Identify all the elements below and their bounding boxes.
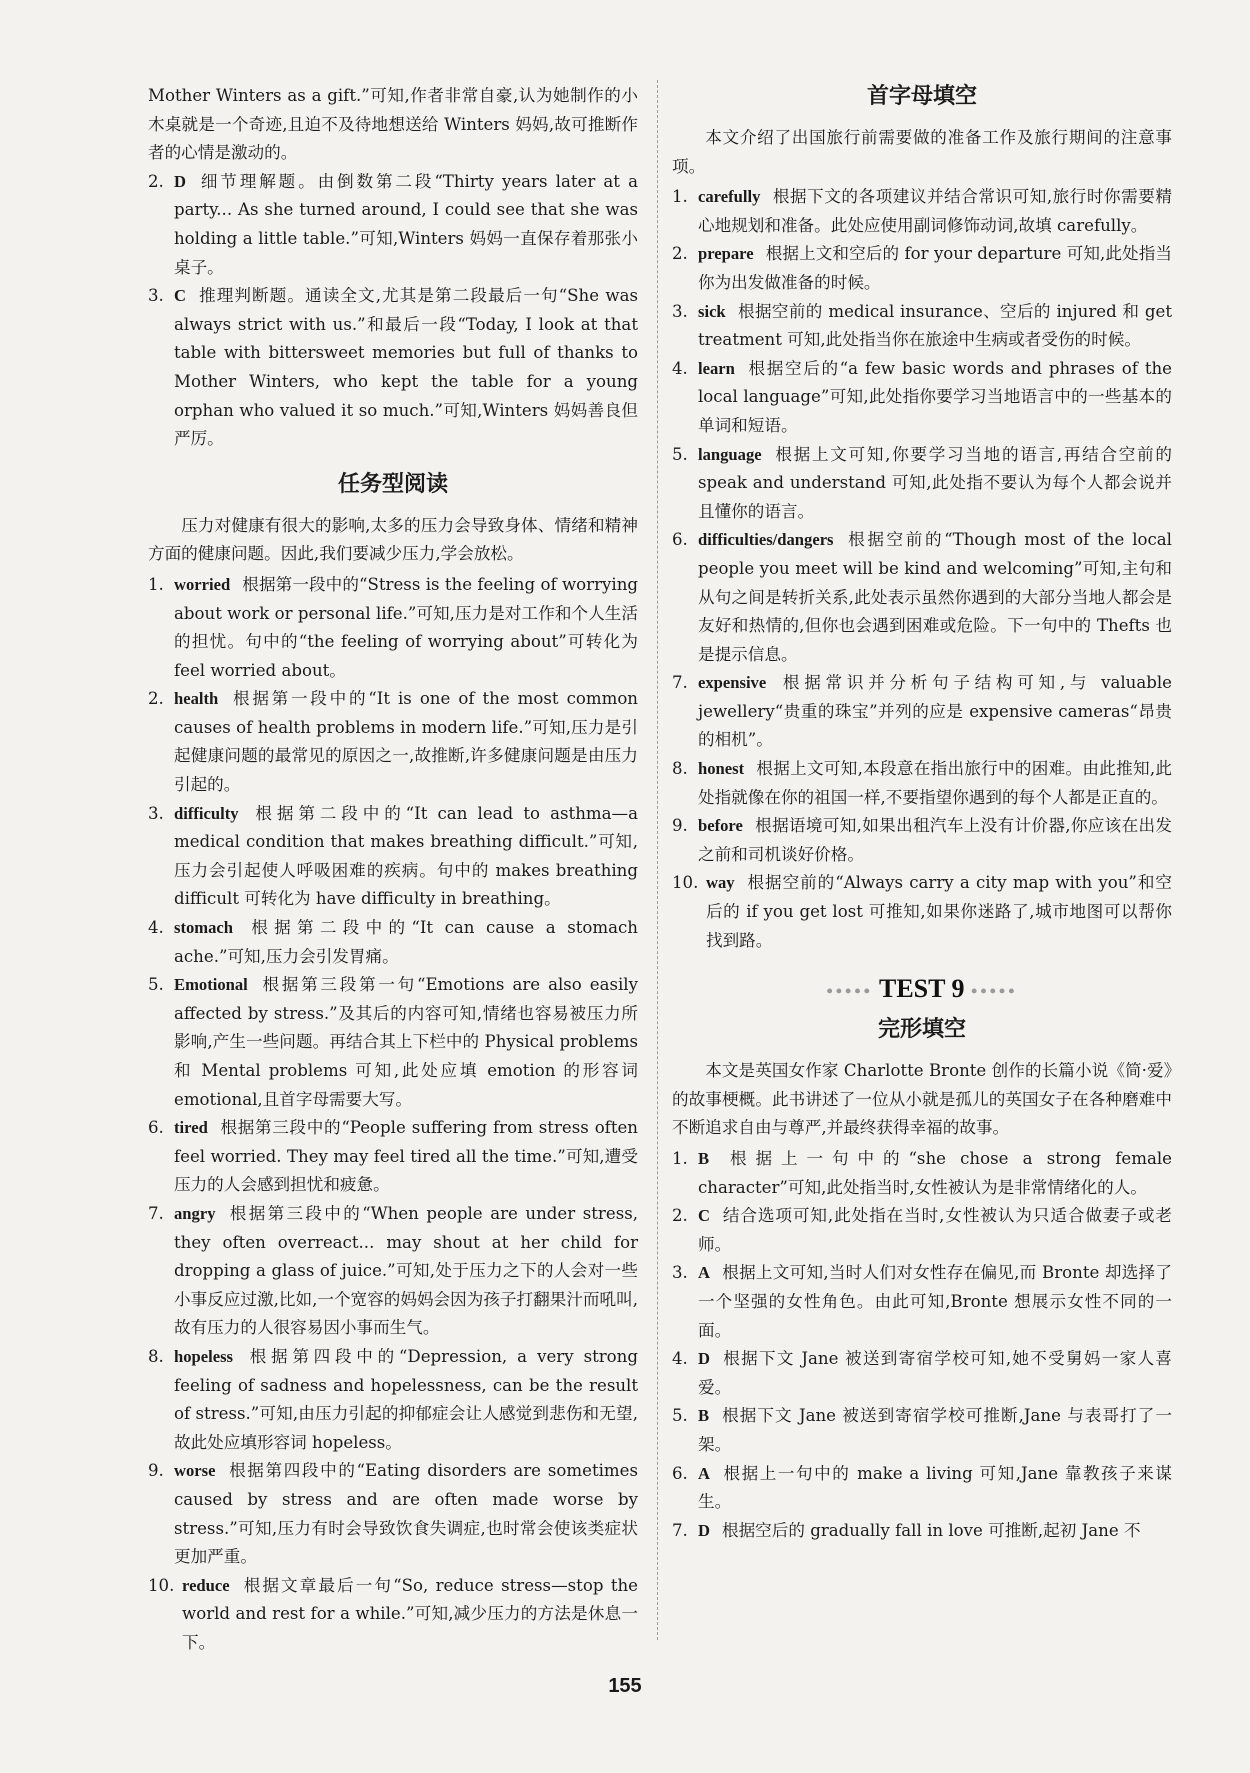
explanation: 根据上文和空后的 for your departure 可知,此处指当你为出发做准备的时候。	[698, 244, 1172, 292]
list-item: 5. language 根据上文可知,你要学习当地的语言,再结合空前的 speak and understand 可知,此处指不要认为每个人都会说并且懂你的语言。	[672, 444, 1172, 521]
explanation: 根据第三段中的“People suffering from stress often feel worried. They may feel tired all the time.”可知,遭受压力的人会感到担忧和疲惫。	[174, 1118, 638, 1195]
answer: A	[698, 1463, 710, 1483]
answer: D	[698, 1520, 710, 1540]
answer: honest	[698, 759, 745, 779]
column-divider	[657, 80, 658, 1640]
explanation: 根据语境可知,如果出租汽车上没有计价器,你应该在出发之前和司机谈好价格。	[698, 816, 1172, 864]
list-item: 1. worried 根据第一段中的“Stress is the feeling of worrying about work or personal life.”可知,压力是对工作和个人生活的担忧。句中的“the feeling of worrying about”可转化为 feel worried about。	[148, 574, 638, 680]
continuation-paragraph: Mother Winters as a gift.”可知,作者非常自豪,认为她制作的小木桌就是一个奇迹,且迫不及待地想送给 Winters 妈妈,故可推断作者的心情是激动的。	[148, 86, 638, 163]
list-item: 7. expensive 根据常识并分析句子结构可知,与 valuable jewellery“贵重的珠宝”并列的应是 expensive cameras“昂贵的相机”。	[672, 673, 1172, 750]
list-item: 7. D 根据空后的 gradually fall in love 可推断,起初 Jane 不	[672, 1520, 1141, 1540]
answer: difficulties/dangers	[698, 530, 834, 550]
list-item: 6. tired 根据第三段中的“People suffering from stress often feel worried. They may feel tired all the time.”可知,遭受压力的人会感到担忧和疲惫。	[148, 1118, 638, 1195]
answers-list	[148, 571, 638, 1658]
list-item: 2. prepare 根据上文和空后的 for your departure 可知,此处指当你为出发做准备的时候。	[672, 244, 1172, 292]
answer: worried	[174, 574, 231, 594]
list-item: 9. worse 根据第四段中的“Eating disorders are sometimes caused by stress and are often made worse by stress.”可知,压力有时会导致饮食失调症,也时常会使该类症状更加严重。	[148, 1461, 638, 1567]
explanation: 根据下文 Jane 被送到寄宿学校可推断,Jane 与表哥打了一架。	[698, 1406, 1172, 1454]
list-item: 10. reduce 根据文章最后一句“So, reduce stress—stop the world and rest for a while.”可知,减少压力的方法是休息一下。	[148, 1575, 638, 1652]
explanation: 推理判断题。通读全文,尤其是第二段最后一句“She was always strict with us.”和最后一段“Today, I look at that table with bittersweet memories but full of thanks to Mother Winters, who kept the table for a young orphan who valued it so much.”可知,Winters 妈妈善良但严厉。	[174, 286, 638, 449]
list-item: 1. carefully 根据下文的各项建议并结合常识可知,旅行时你需要精心地规划和准备。此处应使用副词修饰动词,故填 carefully。	[672, 187, 1172, 235]
explanation: 根据常识并分析句子结构可知,与 valuable jewellery“贵重的珠宝”并列的应是 expensive cameras“昂贵的相机”。	[698, 673, 1172, 750]
explanation: 根据空后的“a few basic words and phrases of the local language”可知,此处指你要学习当地语言中的一些基本的单词和短语。	[698, 358, 1172, 435]
explanation: 根据第三段中的“When people are under stress, they often overreact... may shout at her child for dropping a glass of juice.”可知,处于压力之下的人会对一些小事反应过激,比如,一个宽容的妈妈会因为孩子打翻果汁而吼叫,故有压力的人很容易因小事而生气。	[174, 1203, 638, 1338]
explanation: 根据第二段中的“It can lead to asthma—a medical condition that makes breathing difficult.”可知,压力会引起使人呼吸困难的疾病。句中的 makes breathing difficult 可转化为 have difficulty in breathing。	[174, 803, 638, 909]
section-title-cloze: 完形填空	[877, 1017, 966, 1043]
answers-list	[672, 183, 1172, 955]
section-intro: 本文是英国女作家 Charlotte Bronte 创作的长篇小说《简·爱》的故事梗概。此书讲述了一位从小就是孤儿的英国女子在各种磨难中不断追求自由与尊严,并最终获得幸福的故事。	[672, 1061, 1172, 1138]
answer: A	[698, 1263, 710, 1283]
explanation: 根据空前的“Though most of the local people you meet will be kind and welcoming”可知,主句和从句之间是转折关系,此处表示虽然你遇到的大部分当地人都会是友好和热情的,但你也会遇到困难或危险。下一句中的 Thefts 也是提示信息。	[698, 530, 1172, 664]
list-item: 4. D 根据下文 Jane 被送到寄宿学校可知,她不受舅妈一家人喜爱。	[672, 1349, 1172, 1397]
pre-items-list	[148, 168, 638, 454]
explanation: 结合选项可知,此处指在当时,女性被认为只适合做妻子或老师。	[698, 1206, 1172, 1254]
explanation: 根据第四段中的“Depression, a very strong feeling of sadness and hopelessness, can be the result of stress.”可知,由压力引起的抑郁症会让人感觉到悲伤和无望,故此处应填形容词 hopeless。	[174, 1346, 638, 1452]
list-item: 10. way 根据空前的“Always carry a city map with you”和空后的 if you get lost 可推知,如果你迷路了,城市地图可以帮你找到路。	[672, 873, 1172, 950]
answer: reduce	[182, 1575, 230, 1595]
answers-list	[672, 1145, 1172, 1545]
answer: learn	[698, 358, 735, 378]
explanation: 根据上文可知,本段意在指出旅行中的困难。由此推知,此处指就像在你的祖国一样,不要指望你遇到的每个人都是正直的。	[698, 759, 1172, 807]
list-item: 5. Emotional 根据第三段第一句“Emotions are also easily affected by stress.”及其后的内容可知,情绪也容易被压力所影响,产生一些问题。再结合其上下栏中的 Physical problems 和 Mental problems 可知,此处应填 emotion 的形容词 emotional,且首字母需要大写。	[148, 975, 638, 1109]
decorative-dots-icon: •••••	[826, 981, 873, 1002]
test-title: TEST 9	[879, 974, 965, 1004]
explanation: 根据第四段中的“Eating disorders are sometimes caused by stress and are often made worse by stress.”可知,压力有时会导致饮食失调症,也时常会使该类症状更加严重。	[174, 1461, 638, 1567]
answer: angry	[174, 1203, 216, 1223]
answer: B	[698, 1149, 710, 1169]
list-item: 3. A 根据上文可知,当时人们对女性存在偏见,而 Bronte 却选择了一个坚强的女性角色。由此可知,Bronte 想展示女性不同的一面。	[672, 1263, 1172, 1340]
list-item: 7. angry 根据第三段中的“When people are under stress, they often overreact... may shout at her child for dropping a glass of juice.”可知,处于压力之下的人会对一些小事反应过激,比如,一个宽容的妈妈会因为孩子打翻果汁而吼叫,故有压力的人很容易因小事而生气。	[148, 1203, 638, 1338]
page-number: 155	[608, 1675, 642, 1697]
list-item: 4. stomach 根据第二段中的“It can cause a stomach ache.”可知,压力会引发胃痛。	[148, 918, 638, 966]
answer: language	[698, 444, 762, 464]
list-item: 2. C 结合选项可知,此处指在当时,女性被认为只适合做妻子或老师。	[672, 1206, 1172, 1254]
right-column	[672, 82, 1172, 1545]
explanation: 根据第一段中的“It is one of the most common causes of health problems in modern life.”可知,压力是引起健康问题的最常见的原因之一,故推断,许多健康问题是由压力引起的。	[174, 689, 638, 795]
list-item: 5. B 根据下文 Jane 被送到寄宿学校可推断,Jane 与表哥打了一架。	[672, 1406, 1172, 1454]
list-item: 9. before 根据语境可知,如果出租汽车上没有计价器,你应该在出发之前和司机谈好价格。	[672, 816, 1172, 864]
answer: worse	[174, 1461, 216, 1481]
answer: D	[698, 1349, 710, 1369]
list-item: 8. honest 根据上文可知,本段意在指出旅行中的困难。由此推知,此处指就像在你的祖国一样,不要指望你遇到的每个人都是正直的。	[672, 759, 1172, 807]
section-title-task-reading: 任务型阅读	[337, 471, 448, 497]
answer: hopeless	[174, 1346, 234, 1366]
list-item: 2. health 根据第一段中的“It is one of the most common causes of health problems in modern life.”可知,压力是引起健康问题的最常见的原因之一,故推断,许多健康问题是由压力引起的。	[148, 689, 638, 795]
decorative-dots-icon: •••••	[971, 981, 1018, 1002]
list-item: 8. hopeless 根据第四段中的“Depression, a very strong feeling of sadness and hopelessness, can be the result of stress.”可知,由压力引起的抑郁症会让人感觉到悲伤和无望,故此处应填形容词 hopeless。	[148, 1346, 638, 1452]
list-item: 3. C 推理判断题。通读全文,尤其是第二段最后一句“She was always strict with us.”和最后一段“Today, I look at that table with bittersweet memories but full of thanks to Mother Winters, who kept the table for a young orphan who valued it so much.”可知,Winters 妈妈善良但严厉。	[148, 286, 638, 449]
answer: stomach	[174, 918, 233, 938]
explanation: 根据文章最后一句“So, reduce stress—stop the world and rest for a while.”可知,减少压力的方法是休息一下。	[182, 1575, 638, 1652]
explanation: 根据上文可知,当时人们对女性存在偏见,而 Bronte 却选择了一个坚强的女性角色。由此可知,Bronte 想展示女性不同的一面。	[698, 1263, 1172, 1340]
explanation: 根据第一段中的“Stress is the feeling of worrying about work or personal life.”可知,压力是对工作和个人生活的担忧。句中的“the feeling of worrying about”可转化为 feel worried about。	[174, 574, 638, 680]
answer: health	[174, 689, 219, 709]
list-item: 1. B 根据上一句中的“she chose a strong female character”可知,此处指当时,女性被认为是非常情绪化的人。	[672, 1149, 1172, 1197]
answer: Emotional	[174, 975, 248, 995]
answer: prepare	[698, 244, 754, 264]
answer: difficulty	[174, 803, 239, 823]
explanation: 根据第三段第一句“Emotions are also easily affected by stress.”及其后的内容可知,情绪也容易被压力所影响,产生一些问题。再结合其上下栏中的 Physical problems 和 Mental problems 可知,此处应填 emotion 的形容词 emotional,且首字母需要大写。	[174, 975, 638, 1109]
explanation: 根据下文 Jane 被送到寄宿学校可知,她不受舅妈一家人喜爱。	[698, 1349, 1172, 1397]
explanation: 根据空后的 gradually fall in love 可推断,起初 Jane 不	[721, 1520, 1141, 1540]
answer: expensive	[698, 673, 767, 693]
explanation: 根据下文的各项建议并结合常识可知,旅行时你需要精心地规划和准备。此处应使用副词修饰动词,故填 carefully。	[698, 187, 1172, 235]
answer: C	[698, 1206, 710, 1226]
explanation: 根据空前的 medical insurance、空后的 injured 和 get treatment 可知,此处指当你在旅途中生病或者受伤的时候。	[698, 301, 1172, 350]
explanation: 根据上一句中的 make a living 可知,Jane 靠教孩子来谋生。	[698, 1463, 1172, 1512]
explanation: 根据上文可知,你要学习当地的语言,再结合空前的 speak and understand 可知,此处指不要认为每个人都会说并且懂你的语言。	[698, 444, 1172, 521]
list-item: 4. learn 根据空后的“a few basic words and phrases of the local language”可知,此处指你要学习当地语言中的一些基本的单词和短语。	[672, 358, 1172, 435]
answer: B	[698, 1406, 710, 1426]
list-item: 6. A 根据上一句中的 make a living 可知,Jane 靠教孩子来谋生。	[672, 1463, 1172, 1512]
section-intro: 本文介绍了出国旅行前需要做的准备工作及旅行期间的注意事项。	[672, 128, 1172, 176]
answer: before	[698, 816, 743, 836]
list-item: 6. difficulties/dangers 根据空前的“Though most of the local people you meet will be kind and welcoming”可知,主句和从句之间是转折关系,此处表示虽然你遇到的大部分当地人都会是友好和热情的,但你也会遇到困难或危险。下一句中的 Thefts 也是提示信息。	[672, 530, 1172, 664]
explanation: 细节理解题。由倒数第二段“Thirty years later at a party... As she turned around, I could see that she was holding a little table.”可知,Winters 妈妈一直保存着那张小桌子。	[174, 171, 638, 277]
explanation: 根据空前的“Always carry a city map with you”和空后的 if you get lost 可推知,如果你迷路了,城市地图可以帮你找到路。	[706, 873, 1172, 950]
list-item: 3. sick 根据空前的 medical insurance、空后的 injured 和 get treatment 可知,此处指当你在旅途中生病或者受伤的时候。	[672, 301, 1172, 350]
answer: D	[174, 171, 186, 191]
answer: sick	[698, 301, 726, 321]
explanation: 根据第二段中的“It can cause a stomach ache.”可知,压力会引发胃痛。	[174, 918, 638, 966]
section-intro: 压力对健康有很大的影响,太多的压力会导致身体、情绪和精神方面的健康问题。因此,我们要减少压力,学会放松。	[148, 515, 638, 564]
answer: tired	[174, 1118, 208, 1138]
answer: carefully	[698, 187, 761, 207]
answer: way	[706, 873, 735, 893]
test-heading	[672, 973, 1172, 1007]
list-item: 2. D 细节理解题。由倒数第二段“Thirty years later at a party... As she turned around, I could see that she was holding a little table.”可知,Winters 妈妈一直保存着那张小桌子。	[148, 171, 638, 277]
answer: C	[174, 286, 186, 306]
list-item: 3. difficulty 根据第二段中的“It can lead to asthma—a medical condition that makes breathing difficult.”可知,压力会引起使人呼吸困难的疾病。句中的 makes breathing difficult 可转化为 have difficulty in breathing。	[148, 803, 638, 909]
section-title-initial-letter: 首字母填空	[866, 84, 977, 109]
left-column	[148, 82, 638, 1657]
explanation: 根据上一句中的“she chose a strong female character”可知,此处指当时,女性被认为是非常情绪化的人。	[698, 1149, 1172, 1197]
